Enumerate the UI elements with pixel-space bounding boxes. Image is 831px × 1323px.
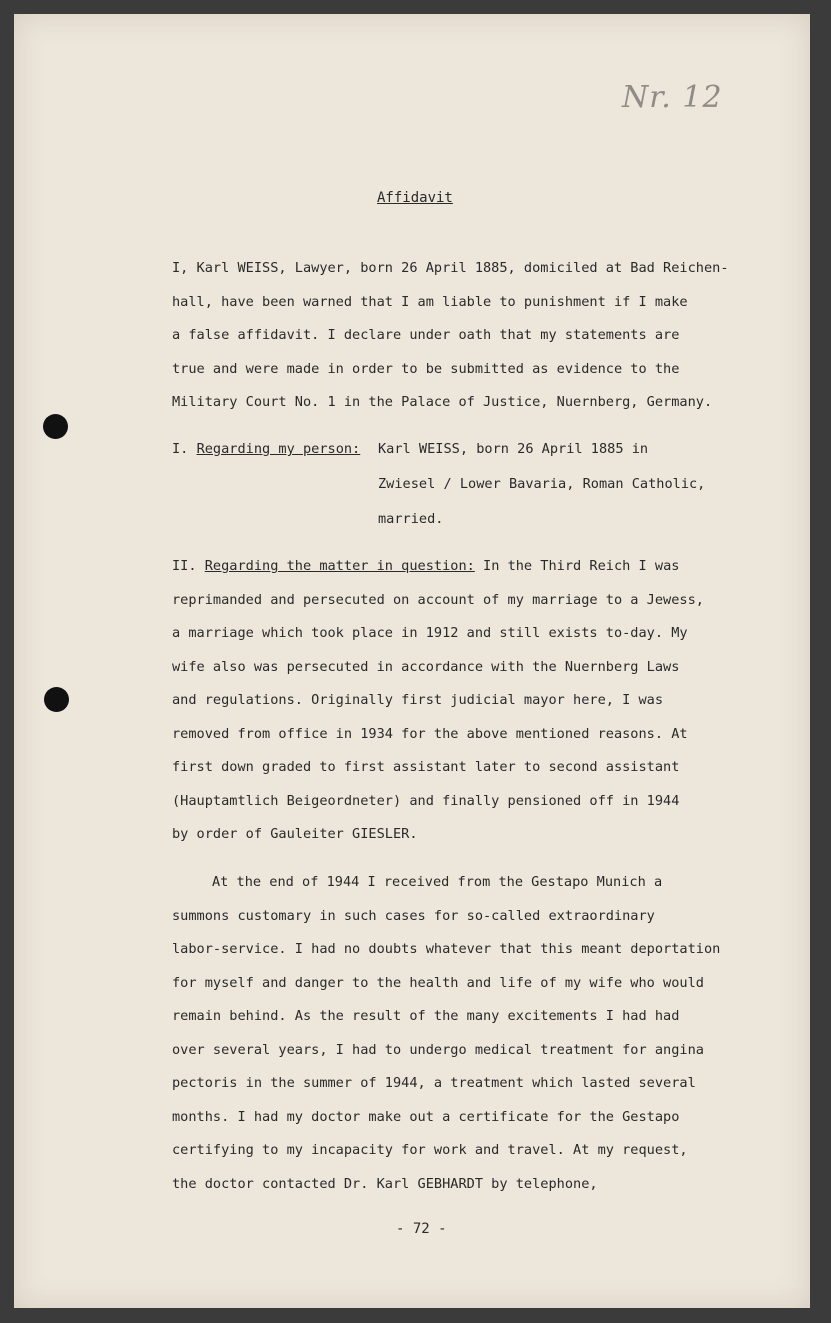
text-line: married. [378, 511, 444, 527]
text-line: for myself and danger to the health and life of my wife who would [172, 974, 704, 991]
text-line: months. I had my doctor make out a certificate for the Gestapo [172, 1108, 680, 1125]
section2-number: II. [172, 558, 197, 574]
handwritten-note: Nr. 12 [622, 80, 723, 115]
text-line: wife also was persecuted in accordance with the Nuernberg Laws [172, 658, 680, 675]
text-line: a false affidavit. I declare under oath that my statements are [172, 327, 680, 343]
intro-paragraph [172, 252, 752, 420]
text-line: remain behind. As the result of the many excitements I had had [172, 1008, 680, 1024]
text-line: Karl WEISS, born 26 April 1885 in [378, 441, 649, 457]
text-line: reprimanded and persecuted on account of my marriage to a Jewess, [172, 591, 704, 608]
text-line: summons customary in such cases for so-called extraordinary [172, 907, 655, 924]
text-line: first down graded to first assistant later to second assistant [172, 759, 680, 775]
section2-first-line [172, 550, 752, 584]
text-line: the doctor contacted Dr. Karl GEBHARDT by telephone, [172, 1175, 598, 1192]
text-line: true and were made in order to be submitted as evidence to the [172, 360, 680, 377]
text-line: Military Court No. 1 in the Palace of Justice, Nuernberg, Germany. [172, 394, 713, 410]
text-line: certifying to my incapacity for work and travel. At my request, [172, 1142, 688, 1158]
section1-body [378, 432, 705, 537]
text-line: over several years, I had to undergo medical treatment for angina [172, 1041, 704, 1058]
text-line: pectoris in the summer of 1944, a treatment which lasted several [172, 1075, 696, 1091]
text-line: (Hauptamtlich Beigeordneter) and finally pensioned off in 1944 [172, 792, 680, 809]
text-line: a marriage which took place in 1912 and still exists to-day. My [172, 625, 688, 641]
text-line: I, Karl WEISS, Lawyer, born 26 April 1885, domiciled at Bad Reichen- [172, 260, 729, 276]
section1-title: Regarding my person: [196, 441, 361, 457]
document-page [14, 14, 810, 1308]
page-number: - 72 - [396, 1221, 447, 1237]
text-line: In the Third Reich I was [483, 558, 680, 574]
text-line: and regulations. Originally first judicial mayor here, I was [172, 692, 664, 708]
section2-title: Regarding the matter in question: [204, 558, 475, 574]
section1-heading [172, 433, 360, 467]
section1-number: I. [172, 441, 189, 457]
text-line: hall, have been warned that I am liable to punishment if I make [172, 293, 688, 310]
document-title: Affidavit [377, 190, 453, 206]
text-line: removed from office in 1934 for the above mentioned reasons. At [172, 725, 688, 742]
text-line: At the end of 1944 I received from the Gestapo Munich a [212, 874, 663, 890]
text-line: labor-service. I had no doubts whatever that this meant deportation [172, 941, 721, 957]
punch-hole-bottom [44, 687, 69, 712]
text-line: Zwiesel / Lower Bavaria, Roman Catholic, [378, 476, 706, 492]
section2-paragraph [172, 550, 752, 852]
paragraph-3 [172, 866, 752, 1201]
punch-hole-top [43, 414, 68, 439]
text-line: by order of Gauleiter GIESLER. [172, 826, 418, 842]
